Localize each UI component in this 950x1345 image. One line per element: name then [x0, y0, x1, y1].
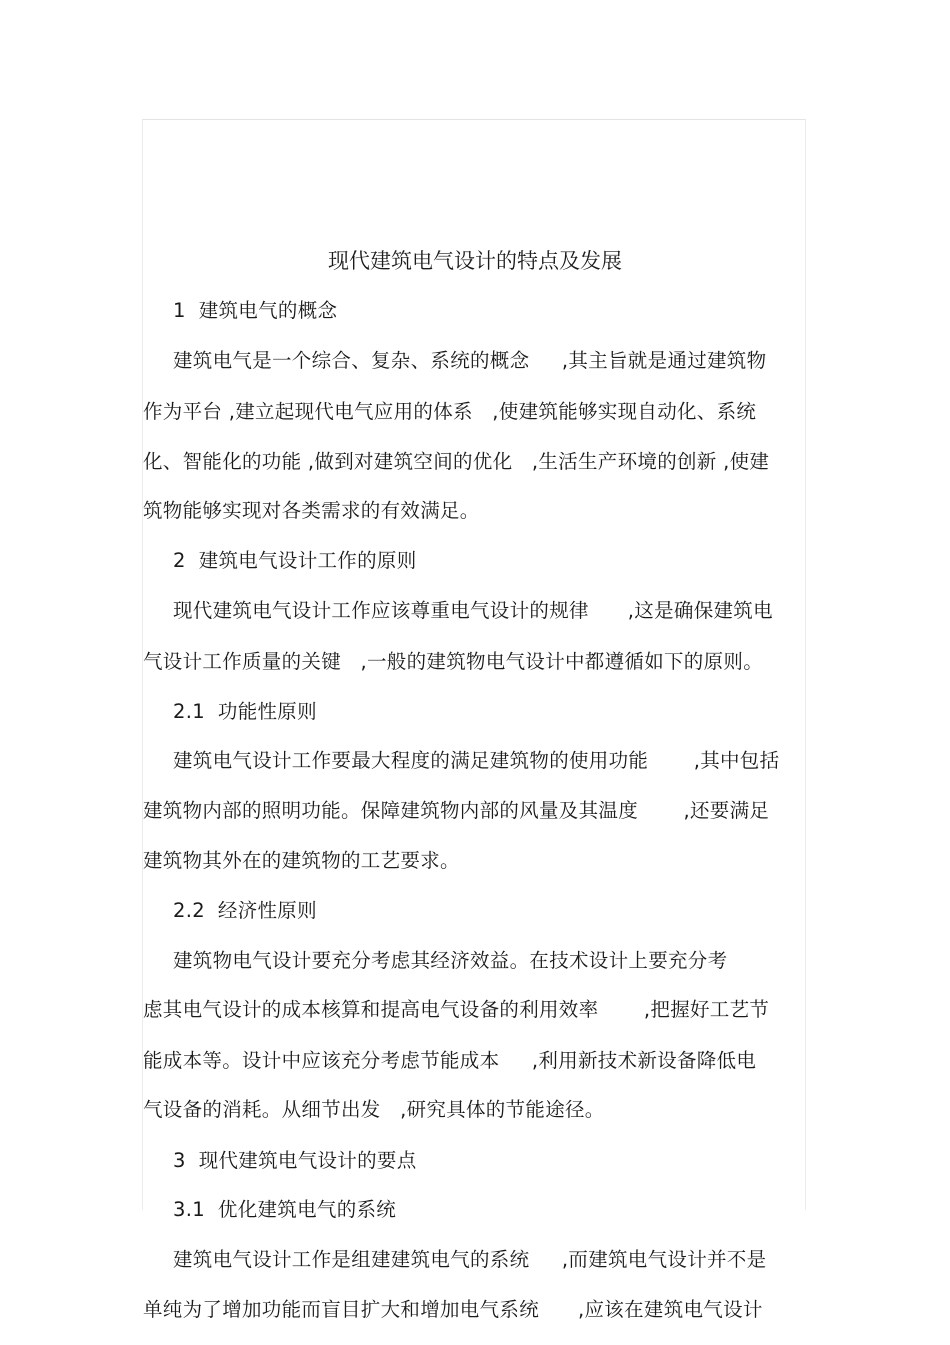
- paragraph-line: 现代建筑电气设计工作应该尊重电气设计的规律 ,这是确保建筑电: [173, 599, 773, 622]
- paragraph-line: 虑其电气设计的成本核算和提高电气设备的利用效率 ,把握好工艺节: [143, 998, 770, 1021]
- section-heading-3: 3 现代建筑电气设计的要点: [173, 1149, 417, 1172]
- paragraph-line: 建筑物电气设计要充分考虑其经济效益。在技术设计上要充分考: [173, 949, 728, 972]
- subsection-heading-2-1: 2.1 功能性原则: [173, 700, 317, 723]
- paragraph-line: 建筑物内部的照明功能。保障建筑物内部的风量及其温度 ,还要满足: [143, 799, 770, 822]
- subsection-heading-2-2: 2.2 经济性原则: [173, 899, 317, 922]
- paragraph-line: 化、智能化的功能 ,做到对建筑空间的优化 ,生活生产环境的创新 ,使建: [143, 450, 770, 473]
- paragraph-line: 建筑电气设计工作要最大程度的满足建筑物的使用功能 ,其中包括: [173, 749, 780, 772]
- paragraph-line: 单纯为了增加功能而盲目扩大和增加电气系统 ,应该在建筑电气设计: [143, 1298, 763, 1321]
- paragraph-line: 气设计工作质量的关键 ,一般的建筑物电气设计中都遵循如下的原则。: [143, 650, 763, 673]
- paragraph-line: 筑物能够实现对各类需求的有效满足。: [143, 499, 480, 522]
- paragraph-line: 作为平台 ,建立起现代电气应用的体系 ,使建筑能够实现自动化、系统: [143, 400, 757, 423]
- paragraph-line: 能成本等。设计中应该充分考虑节能成本 ,利用新技术新设备降低电: [143, 1049, 757, 1072]
- paragraph-line: 建筑电气设计工作是组建建筑电气的系统 ,而建筑电气设计并不是: [173, 1248, 767, 1271]
- section-heading-1: 1 建筑电气的概念: [173, 299, 338, 322]
- paragraph-line: 建筑电气是一个综合、复杂、系统的概念 ,其主旨就是通过建筑物: [173, 349, 767, 372]
- section-heading-2: 2 建筑电气设计工作的原则: [173, 549, 417, 572]
- paragraph-line: 建筑物其外在的建筑物的工艺要求。: [143, 849, 460, 872]
- document-title: 现代建筑电气设计的特点及发展: [328, 249, 622, 273]
- document-page: [142, 119, 806, 1321]
- subsection-heading-3-1: 3.1 优化建筑电气的系统: [173, 1198, 397, 1221]
- paragraph-line: 气设备的消耗。从细节出发 ,研究具体的节能途径。: [143, 1098, 605, 1121]
